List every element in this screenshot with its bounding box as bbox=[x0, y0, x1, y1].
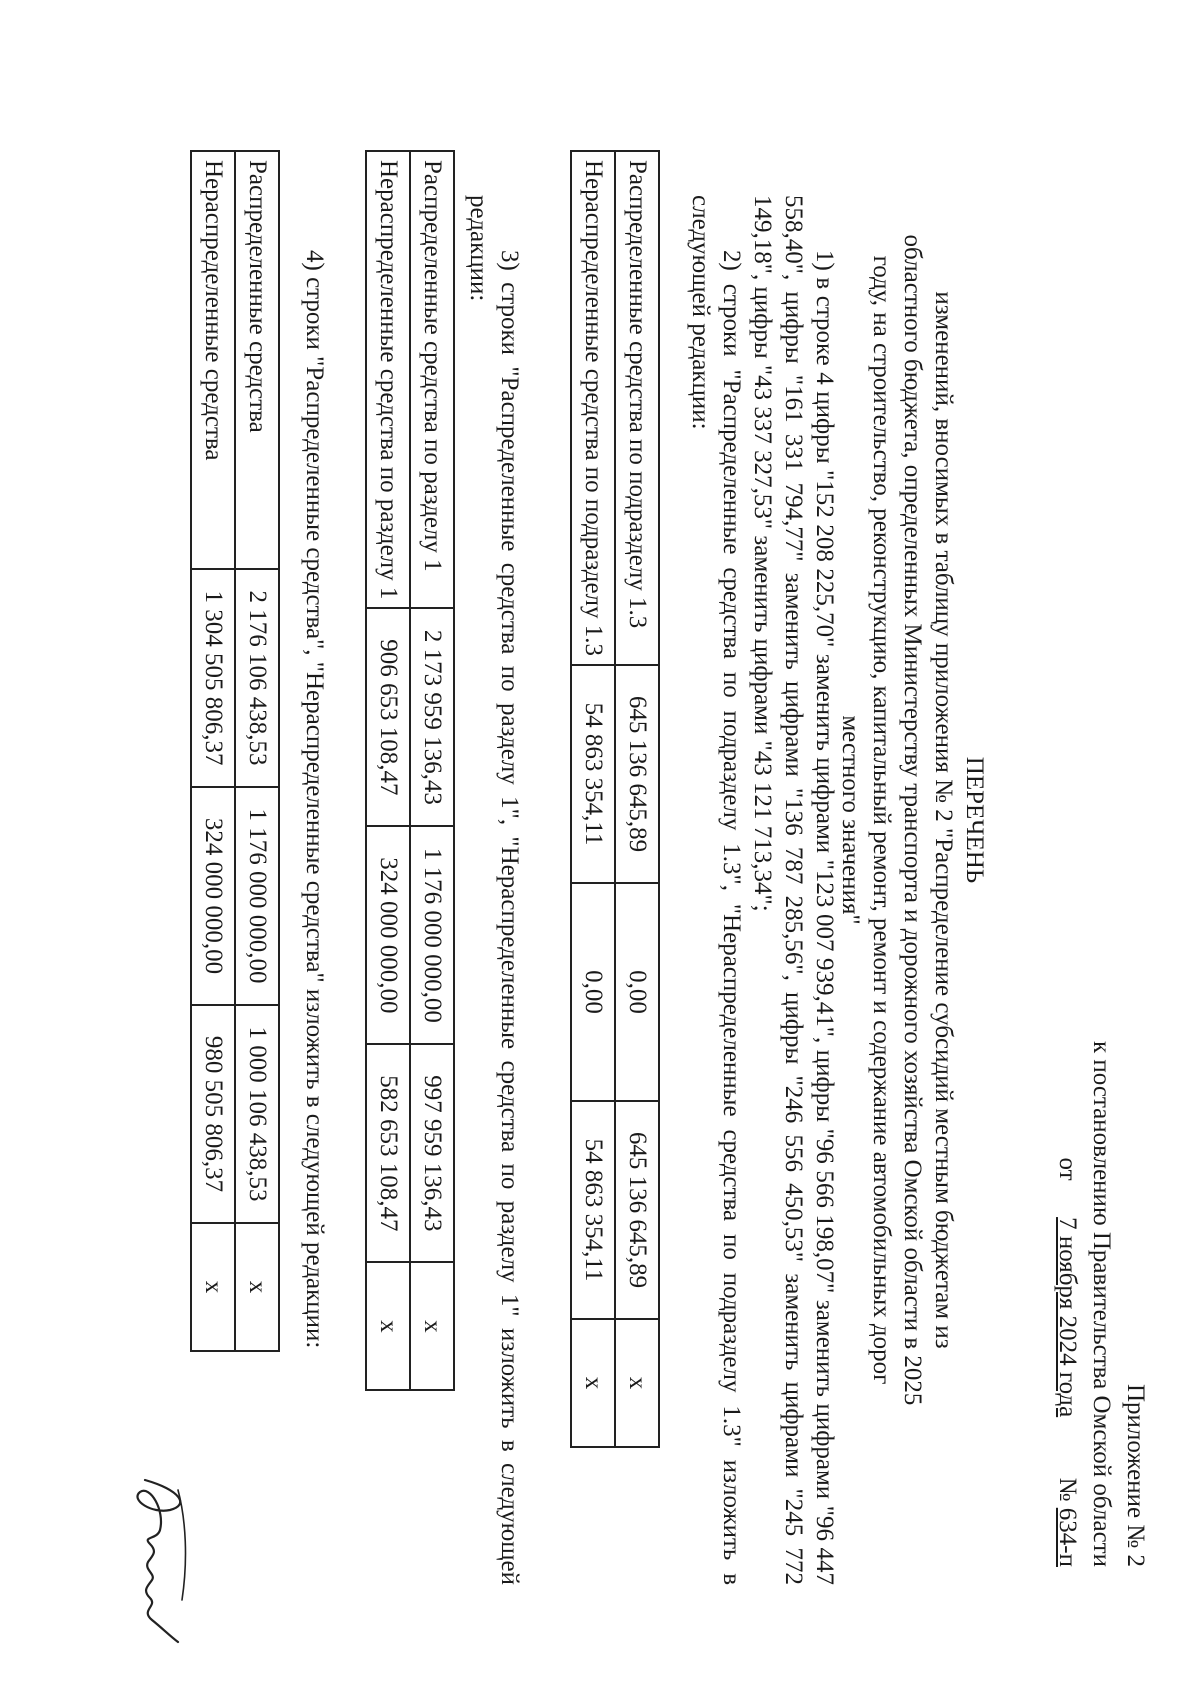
table-cell: 2 173 959 136,43 bbox=[410, 608, 454, 826]
table-row bbox=[410, 151, 454, 1390]
table-cell: 324 000 000,00 bbox=[191, 787, 235, 1005]
paragraph-1: 1) в строке 4 цифры "152 208 225,70" заменить цифрами "123 007 939,41", цифры "96 566 198,07" заменить цифрами "96 447 558,40", цифры "161 331 794,77" заменить цифрами "136 787 285,56", цифры "246 556 450,53" заменить цифрами "245 772 149,18", цифры "43 337 327,53" заменить цифрами "43 121 713,34"; bbox=[749, 195, 838, 1585]
table-section-1 bbox=[365, 150, 455, 1391]
table-cell: 1 176 000 000,00 bbox=[410, 826, 454, 1044]
appendix-number: Приложение № 2 bbox=[1122, 1383, 1149, 1567]
table-cell: х bbox=[410, 1262, 454, 1390]
document-title bbox=[835, 230, 990, 1410]
table-row bbox=[235, 151, 279, 1351]
date-prefix: от bbox=[1054, 1157, 1081, 1181]
table-cell: Нераспределенные средства по разделу 1 bbox=[366, 151, 410, 608]
table-cell: 980 505 806,37 bbox=[191, 1005, 235, 1223]
number-prefix: № bbox=[1054, 1477, 1081, 1502]
table-cell: 582 653 108,47 bbox=[366, 1044, 410, 1262]
resolution-date: 7 ноября 2024 года bbox=[1054, 1217, 1081, 1418]
paragraph-2: 2) строки "Распределенные средства по подразделу 1.3", "Нераспределенные средства по подразделу 1.3" изложить в следующей редакции: bbox=[687, 195, 745, 1585]
table-cell: Распределенные средства по подразделу 1.3 bbox=[615, 151, 659, 665]
table-cell: х bbox=[235, 1223, 279, 1351]
paragraph-4: 4) строки "Распределенные средства", "Нераспределенные средства" изложить в следующей редакции: bbox=[301, 250, 328, 1349]
table-row bbox=[615, 151, 659, 1447]
table-cell: 0,00 bbox=[571, 883, 615, 1101]
table-cell: 997 959 136,43 bbox=[410, 1044, 454, 1262]
table-subsection-1-3 bbox=[570, 150, 660, 1448]
table-cell: 645 136 645,89 bbox=[615, 665, 659, 883]
table-row bbox=[191, 151, 235, 1351]
table-cell: х bbox=[571, 1319, 615, 1447]
handwritten-signature bbox=[120, 1470, 200, 1650]
resolution-number: 634-п bbox=[1054, 1507, 1081, 1567]
table-cell: Нераспределенные средства по подразделу 1.3 bbox=[571, 151, 615, 665]
table-cell: 1 304 505 806,37 bbox=[191, 569, 235, 787]
table-cell: 0,00 bbox=[615, 883, 659, 1101]
appendix-date-line bbox=[1050, 1041, 1084, 1567]
table-cell: х bbox=[366, 1262, 410, 1390]
table-cell: 54 863 354,11 bbox=[571, 665, 615, 883]
table-cell: 906 653 108,47 bbox=[366, 608, 410, 826]
table-cell: 324 000 000,00 bbox=[366, 826, 410, 1044]
title-heading: ПЕРЕЧЕНЬ bbox=[961, 756, 988, 884]
table-cell: Нераспределенные средства bbox=[191, 151, 235, 569]
title-body: изменений, вносимых в таблицу приложения № 2 "Распределение субсидий местным бюджетам из областного бюджета, определенных Министерству транспорта и дорожного хозяйства Омской области в 2025 году, на строительство, реконструкцию, капитальный ремонт, ремонт и содержание автомобильных дорог местного значения" bbox=[837, 234, 957, 1406]
table-cell: 54 863 354,11 bbox=[571, 1101, 615, 1319]
table-cell: 1 000 106 438,53 bbox=[235, 1005, 279, 1223]
table-cell: 2 176 106 438,53 bbox=[235, 569, 279, 787]
table-cell: х bbox=[191, 1223, 235, 1351]
table-cell: х bbox=[615, 1319, 659, 1447]
table-cell: Распределенные средства bbox=[235, 151, 279, 569]
appendix-resolution-ref: к постановлению Правительства Омской области bbox=[1088, 1040, 1115, 1567]
table-cell: 645 136 645,89 bbox=[615, 1101, 659, 1319]
paragraph-3: 3) строки "Распределенные средства по разделу 1", "Нераспределенные средства по разделу 1" изложить в следующей редакции: bbox=[465, 195, 523, 1585]
table-cell: 1 176 000 000,00 bbox=[235, 787, 279, 1005]
table-row bbox=[571, 151, 615, 1447]
table-cell: Распределенные средства по разделу 1 bbox=[410, 151, 454, 608]
appendix-header bbox=[1050, 1041, 1152, 1567]
table-row bbox=[366, 151, 410, 1390]
table-totals bbox=[190, 150, 280, 1352]
